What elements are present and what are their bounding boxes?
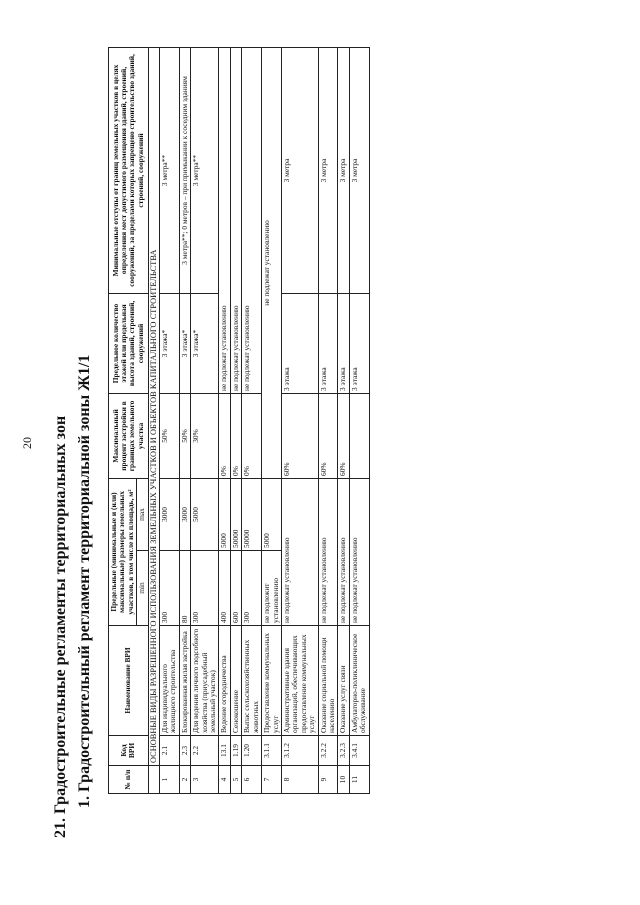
row-num: 7 bbox=[262, 766, 282, 794]
row-max: 3000 bbox=[160, 478, 180, 550]
row-max: 5000 bbox=[191, 478, 219, 550]
row-merged-limits: не подлежат установлению bbox=[230, 47, 241, 393]
header-coverage: Максимальный процент застройки в границах земельного участка bbox=[109, 393, 149, 478]
row-name: Сенокошение bbox=[230, 626, 241, 736]
section-title: ОСНОВНЫЕ ВИДЫ РАЗРЕШЕННОГО ИСПОЛЬЗОВАНИЯ ЗЕМЕЛЬНЫХ УЧАСТКОВ И ОБЪЕКТОВ КАПИТАЛЬНОГО СТРОИТЕЛЬСТВА bbox=[148, 47, 159, 765]
row-floors: 3 этажа* bbox=[179, 293, 190, 393]
table-row bbox=[349, 47, 369, 793]
row-name: Оказание услуг связи bbox=[338, 626, 349, 736]
row-min: 80 bbox=[179, 551, 190, 626]
row-min: 400 bbox=[219, 551, 230, 626]
row-coverage: 0% bbox=[242, 393, 262, 478]
header-area-max: max bbox=[137, 478, 148, 550]
row-setback: 3 метра** bbox=[191, 47, 219, 293]
row-name: Административные здания организаций, обеспечивающих предоставление коммунальных услуг bbox=[281, 626, 318, 736]
row-floors: 3 этажа bbox=[318, 293, 338, 393]
row-num: 5 bbox=[230, 766, 241, 794]
row-num: 6 bbox=[242, 766, 262, 794]
page-number: 20 bbox=[20, 437, 34, 449]
row-setback: 3 метра bbox=[318, 47, 338, 293]
row-min: 300 bbox=[160, 551, 180, 626]
row-minmax: не подлежат установлению bbox=[318, 478, 338, 625]
row-code: 3.4.1 bbox=[349, 736, 369, 766]
row-max: 50000 bbox=[242, 478, 262, 550]
row-coverage: 0% bbox=[219, 393, 230, 478]
table-row bbox=[242, 47, 262, 793]
row-min: 300 bbox=[242, 551, 262, 626]
row-coverage: 0% bbox=[230, 393, 241, 478]
row-coverage: 60% bbox=[318, 393, 338, 478]
row-coverage: 50% bbox=[179, 393, 190, 478]
row-merged-limits: не подлежат установлению bbox=[262, 47, 282, 478]
row-floors: 3 этажа bbox=[338, 293, 349, 393]
row-coverage: 30% bbox=[191, 393, 219, 478]
row-name: Амбулаторно-поликлиническое обслуживание bbox=[349, 626, 369, 736]
row-setback: 3 метра bbox=[349, 47, 369, 293]
table-row bbox=[160, 47, 180, 793]
row-num: 2 bbox=[179, 766, 190, 794]
header-setback: Минимальные отступы от границ земельных участков в целях определения мест допустимого размещения зданий, строений, сооружений, за пределами которых запрещено строительство зданий, строений, сооружений bbox=[109, 47, 149, 293]
row-floors: 3 этажа* bbox=[160, 293, 180, 393]
row-code: 1.20 bbox=[242, 736, 262, 766]
row-setback: 3 метра bbox=[281, 47, 318, 293]
table-row bbox=[338, 47, 349, 793]
table-row bbox=[318, 47, 338, 793]
row-name: Блокированная жилая застройка bbox=[179, 626, 190, 736]
row-code: 2.3 bbox=[179, 736, 190, 766]
row-coverage: 50% bbox=[160, 393, 180, 478]
row-setback: 3 метра**; 0 метров – при примыкании к соседним зданиям bbox=[179, 47, 190, 293]
header-area-group: Предельные (минимальные и (или) максимальные) размеры земельных участков, в том числе их площадь, м² bbox=[109, 478, 137, 625]
rotated-content bbox=[20, 48, 598, 838]
row-merged-limits: не подлежат установлению bbox=[242, 47, 262, 393]
row-floors: 3 этажа bbox=[349, 293, 369, 393]
row-name: Для ведения личного подсобного хозяйства (приусадебный земельный участок) bbox=[191, 626, 219, 736]
row-code: 3.1.1 bbox=[262, 736, 282, 766]
row-min: не подлежит установлению bbox=[262, 551, 282, 626]
row-name: Выпас сельскохозяйственных животных bbox=[242, 626, 262, 736]
row-name: Предоставление коммунальных услуг bbox=[262, 626, 282, 736]
row-floors: 3 этажа bbox=[281, 293, 318, 393]
subsection-heading: 1. Градостроительный регламент территориальной зоны Ж1/1 bbox=[76, 354, 93, 808]
row-name: Ведение огородничества bbox=[219, 626, 230, 736]
row-setback: 3 метра bbox=[338, 47, 349, 293]
header-area-min: min bbox=[137, 551, 148, 626]
row-num: 4 bbox=[219, 766, 230, 794]
row-max: 50000 bbox=[230, 478, 241, 550]
table-header-row bbox=[109, 47, 137, 793]
row-setback: 3 метра** bbox=[160, 47, 180, 293]
row-num: 8 bbox=[281, 766, 318, 794]
row-minmax: не подлежат установлению bbox=[281, 478, 318, 625]
row-code: 3.2.2 bbox=[318, 736, 338, 766]
regulation-table bbox=[108, 47, 370, 794]
row-code: 1.19 bbox=[230, 736, 241, 766]
row-code: 2.2 bbox=[191, 736, 219, 766]
table-row bbox=[262, 47, 282, 793]
row-name: Для индивидуального жилищного строительства bbox=[160, 626, 180, 736]
header-name: Наименование ВРИ bbox=[109, 626, 149, 736]
table-row bbox=[281, 47, 318, 793]
header-floors: Предельное количество этажей или предельная высота зданий, строений, сооружений bbox=[109, 293, 149, 393]
row-num: 9 bbox=[318, 766, 338, 794]
table-row bbox=[230, 47, 241, 793]
table-row bbox=[191, 47, 219, 793]
row-code: 13.1 bbox=[219, 736, 230, 766]
row-min: 600 bbox=[230, 551, 241, 626]
row-name: Оказание социальной помощи населению bbox=[318, 626, 338, 736]
row-coverage bbox=[349, 393, 369, 478]
row-minmax: не подлежат установлению bbox=[349, 478, 369, 625]
table-row bbox=[219, 47, 230, 793]
row-coverage: 60% bbox=[338, 393, 349, 478]
row-min: 300 bbox=[191, 551, 219, 626]
row-max: 3000 bbox=[179, 478, 190, 550]
row-code: 3.1.2 bbox=[281, 736, 318, 766]
row-code: 2.1 bbox=[160, 736, 180, 766]
header-code: Код ВРИ bbox=[109, 736, 149, 766]
row-merged-limits: не подлежат установлению bbox=[219, 47, 230, 393]
section-heading: 21. Градостроительные регламенты территориальных зон bbox=[52, 415, 69, 838]
row-num: 1 bbox=[160, 766, 180, 794]
row-floors: 3 этажа* bbox=[191, 293, 219, 393]
header-num: № п/п bbox=[109, 766, 149, 794]
section-row bbox=[148, 47, 159, 793]
row-num: 3 bbox=[191, 766, 219, 794]
row-minmax: не подлежат установлению bbox=[338, 478, 349, 625]
row-max: 5000 bbox=[219, 478, 230, 550]
row-num: 11 bbox=[349, 766, 369, 794]
row-coverage: 60% bbox=[281, 393, 318, 478]
row-max: 5000 bbox=[262, 478, 282, 550]
row-code: 3.2.3 bbox=[338, 736, 349, 766]
row-num: 10 bbox=[338, 766, 349, 794]
table-row bbox=[179, 47, 190, 793]
